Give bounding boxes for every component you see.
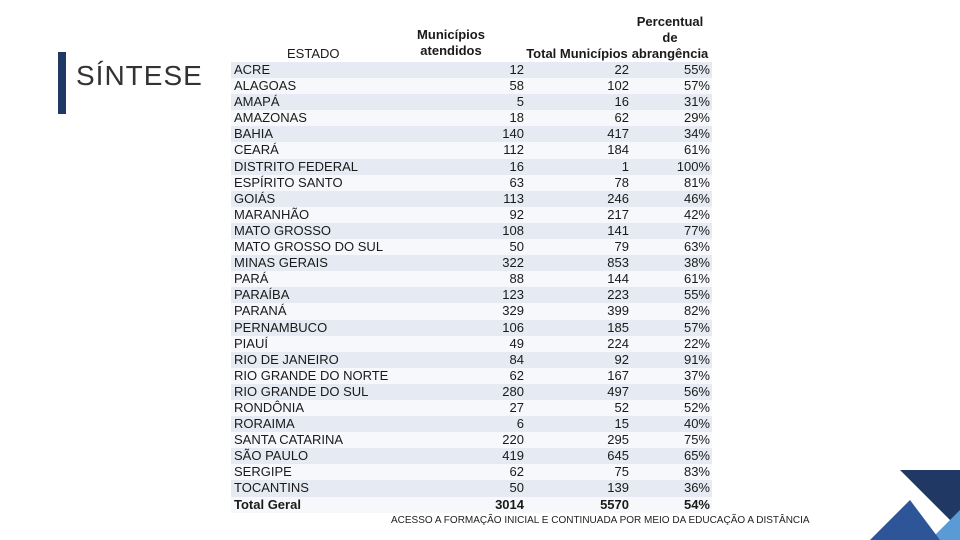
table-row bbox=[231, 448, 712, 464]
total-municipios: 5570 bbox=[600, 496, 629, 512]
table-row bbox=[231, 207, 712, 223]
header-total: Total Municípios bbox=[526, 46, 628, 61]
header-perc-line3: abrangência bbox=[631, 46, 709, 61]
deco-triangle-mid bbox=[870, 500, 940, 540]
table-row bbox=[231, 62, 712, 78]
cell-percentual: 46% bbox=[683, 190, 710, 206]
table-row bbox=[231, 271, 712, 287]
cell-estado: AMAPÁ bbox=[234, 94, 280, 110]
cell-estado: RORAIMA bbox=[234, 416, 295, 432]
cell-percentual: 75% bbox=[683, 432, 710, 448]
cell-atendidos: 92 bbox=[509, 206, 524, 222]
cell-total: 645 bbox=[607, 448, 629, 464]
table-row bbox=[231, 352, 712, 368]
cell-percentual: 57% bbox=[683, 319, 710, 335]
table-row bbox=[231, 159, 712, 175]
cell-atendidos: 50 bbox=[509, 480, 524, 496]
cell-percentual: 52% bbox=[683, 399, 710, 415]
cell-atendidos: 140 bbox=[502, 126, 524, 142]
cell-percentual: 57% bbox=[683, 78, 710, 94]
cell-percentual: 82% bbox=[683, 303, 710, 319]
table-row bbox=[231, 191, 712, 207]
cell-atendidos: 322 bbox=[502, 255, 524, 271]
cell-atendidos: 280 bbox=[502, 383, 524, 399]
cell-total: 139 bbox=[607, 480, 629, 496]
cell-estado: TOCANTINS bbox=[234, 480, 309, 496]
total-atendidos: 3014 bbox=[495, 496, 524, 512]
title-accent-bar bbox=[58, 52, 66, 114]
cell-percentual: 65% bbox=[683, 448, 710, 464]
table-row bbox=[231, 303, 712, 319]
cell-total: 79 bbox=[614, 239, 629, 255]
cell-atendidos: 62 bbox=[509, 464, 524, 480]
cell-estado: SERGIPE bbox=[234, 464, 292, 480]
cell-atendidos: 63 bbox=[509, 174, 524, 190]
table-row bbox=[231, 255, 712, 271]
cell-atendidos: 5 bbox=[516, 94, 524, 110]
cell-total: 22 bbox=[614, 62, 629, 77]
cell-atendidos: 108 bbox=[502, 222, 524, 238]
table-row bbox=[231, 142, 712, 158]
cell-total: 1 bbox=[621, 158, 629, 174]
cell-estado: ESPÍRITO SANTO bbox=[234, 174, 343, 190]
table-row bbox=[231, 320, 712, 336]
header-estado: ESTADO bbox=[287, 46, 340, 61]
corner-decoration bbox=[870, 470, 960, 540]
cell-total: 78 bbox=[614, 174, 629, 190]
total-row bbox=[231, 497, 712, 513]
cell-estado: PERNAMBUCO bbox=[234, 319, 328, 335]
slide-footer: ACESSO A FORMAÇÃO INICIAL E CONTINUADA POR MEIO DA EDUCAÇÃO A DISTÂNCIA bbox=[391, 515, 810, 526]
header-atendidos bbox=[401, 27, 501, 59]
table-row bbox=[231, 384, 712, 400]
cell-percentual: 34% bbox=[683, 126, 710, 142]
cell-total: 246 bbox=[607, 190, 629, 206]
header-atendidos-line1: Municípios bbox=[417, 27, 485, 42]
cell-percentual: 29% bbox=[683, 110, 710, 126]
cell-percentual: 38% bbox=[683, 255, 710, 271]
cell-total: 144 bbox=[607, 271, 629, 287]
cell-total: 497 bbox=[607, 383, 629, 399]
cell-percentual: 55% bbox=[683, 287, 710, 303]
table-row bbox=[231, 287, 712, 303]
cell-total: 141 bbox=[607, 222, 629, 238]
header-percentual bbox=[628, 14, 712, 62]
cell-estado: ALAGOAS bbox=[234, 78, 297, 94]
cell-percentual: 37% bbox=[683, 367, 710, 383]
cell-total: 92 bbox=[614, 351, 629, 367]
table-row bbox=[231, 368, 712, 384]
total-percentual: 54% bbox=[683, 496, 710, 512]
cell-percentual: 55% bbox=[683, 62, 710, 77]
cell-estado: ACRE bbox=[234, 62, 271, 77]
cell-total: 295 bbox=[607, 432, 629, 448]
table-row bbox=[231, 464, 712, 480]
table-row bbox=[231, 416, 712, 432]
table-row bbox=[231, 239, 712, 255]
cell-estado: CEARÁ bbox=[234, 142, 279, 158]
cell-percentual: 63% bbox=[683, 239, 710, 255]
table-row bbox=[231, 336, 712, 352]
cell-percentual: 40% bbox=[683, 416, 710, 432]
cell-percentual: 22% bbox=[683, 335, 710, 351]
cell-estado: MATO GROSSO DO SUL bbox=[234, 239, 384, 255]
cell-estado: PIAUÍ bbox=[234, 335, 268, 351]
header-perc-line2: de bbox=[662, 30, 678, 45]
cell-percentual: 36% bbox=[683, 480, 710, 496]
cell-atendidos: 18 bbox=[509, 110, 524, 126]
cell-estado: SÃO PAULO bbox=[234, 448, 309, 464]
cell-total: 62 bbox=[614, 110, 629, 126]
cell-total: 223 bbox=[607, 287, 629, 303]
table-row bbox=[231, 480, 712, 496]
cell-total: 399 bbox=[607, 303, 629, 319]
cell-total: 75 bbox=[614, 464, 629, 480]
cell-percentual: 61% bbox=[683, 271, 710, 287]
cell-total: 16 bbox=[614, 94, 629, 110]
cell-total: 853 bbox=[607, 255, 629, 271]
cell-estado: GOIÁS bbox=[234, 190, 276, 206]
cell-percentual: 91% bbox=[683, 351, 710, 367]
cell-total: 52 bbox=[614, 399, 629, 415]
cell-estado: AMAZONAS bbox=[234, 110, 307, 126]
cell-percentual: 100% bbox=[676, 158, 710, 174]
cell-estado: RIO DE JANEIRO bbox=[234, 351, 339, 367]
cell-percentual: 31% bbox=[683, 94, 710, 110]
cell-estado: DISTRITO FEDERAL bbox=[234, 158, 359, 174]
cell-atendidos: 6 bbox=[516, 416, 524, 432]
cell-total: 185 bbox=[607, 319, 629, 335]
cell-total: 184 bbox=[607, 142, 629, 158]
table-header bbox=[231, 14, 712, 62]
cell-atendidos: 419 bbox=[502, 448, 524, 464]
cell-estado: PARANÁ bbox=[234, 303, 287, 319]
cell-atendidos: 112 bbox=[503, 142, 524, 158]
cell-atendidos: 12 bbox=[509, 62, 524, 77]
cell-atendidos: 58 bbox=[509, 78, 524, 94]
cell-atendidos: 113 bbox=[503, 190, 524, 206]
header-perc-line1: Percentual bbox=[636, 14, 704, 29]
cell-atendidos: 84 bbox=[509, 351, 524, 367]
cell-estado: RIO GRANDE DO NORTE bbox=[234, 367, 389, 383]
cell-estado: RONDÔNIA bbox=[234, 399, 305, 415]
cell-estado: MATO GROSSO bbox=[234, 222, 332, 238]
cell-percentual: 83% bbox=[683, 464, 710, 480]
total-label: Total Geral bbox=[234, 496, 301, 512]
cell-estado: SANTA CATARINA bbox=[234, 432, 344, 448]
header-atendidos-line2: atendidos bbox=[420, 43, 482, 58]
table-row bbox=[231, 223, 712, 239]
cell-atendidos: 220 bbox=[502, 432, 524, 448]
cell-percentual: 77% bbox=[683, 222, 710, 238]
cell-estado: PARÁ bbox=[234, 271, 269, 287]
table-row bbox=[231, 432, 712, 448]
cell-atendidos: 50 bbox=[509, 239, 524, 255]
cell-atendidos: 62 bbox=[509, 367, 524, 383]
cell-total: 217 bbox=[607, 206, 629, 222]
cell-total: 167 bbox=[607, 367, 629, 383]
slide-title: SÍNTESE bbox=[76, 60, 203, 91]
cell-percentual: 61% bbox=[683, 142, 710, 158]
cell-percentual: 42% bbox=[683, 206, 710, 222]
cell-atendidos: 123 bbox=[502, 287, 524, 303]
table-body bbox=[231, 62, 712, 497]
cell-total: 224 bbox=[607, 335, 629, 351]
table-row bbox=[231, 94, 712, 110]
table-row bbox=[231, 175, 712, 191]
cell-atendidos: 27 bbox=[509, 399, 524, 415]
table-row bbox=[231, 110, 712, 126]
cell-total: 102 bbox=[607, 78, 629, 94]
cell-estado: RIO GRANDE DO SUL bbox=[234, 383, 369, 399]
cell-percentual: 81% bbox=[683, 174, 710, 190]
table-row bbox=[231, 78, 712, 94]
cell-total: 417 bbox=[607, 126, 629, 142]
cell-atendidos: 16 bbox=[509, 158, 524, 174]
table-row bbox=[231, 126, 712, 142]
cell-estado: MARANHÃO bbox=[234, 206, 310, 222]
table-row bbox=[231, 400, 712, 416]
cell-atendidos: 106 bbox=[502, 319, 524, 335]
cell-estado: MINAS GERAIS bbox=[234, 255, 328, 271]
cell-estado: PARAÍBA bbox=[234, 287, 290, 303]
cell-estado: BAHIA bbox=[234, 126, 274, 142]
cell-atendidos: 49 bbox=[509, 335, 524, 351]
cell-atendidos: 329 bbox=[502, 303, 524, 319]
cell-percentual: 56% bbox=[683, 383, 710, 399]
cell-atendidos: 88 bbox=[509, 271, 524, 287]
cell-total: 15 bbox=[614, 416, 629, 432]
data-table bbox=[231, 14, 712, 513]
